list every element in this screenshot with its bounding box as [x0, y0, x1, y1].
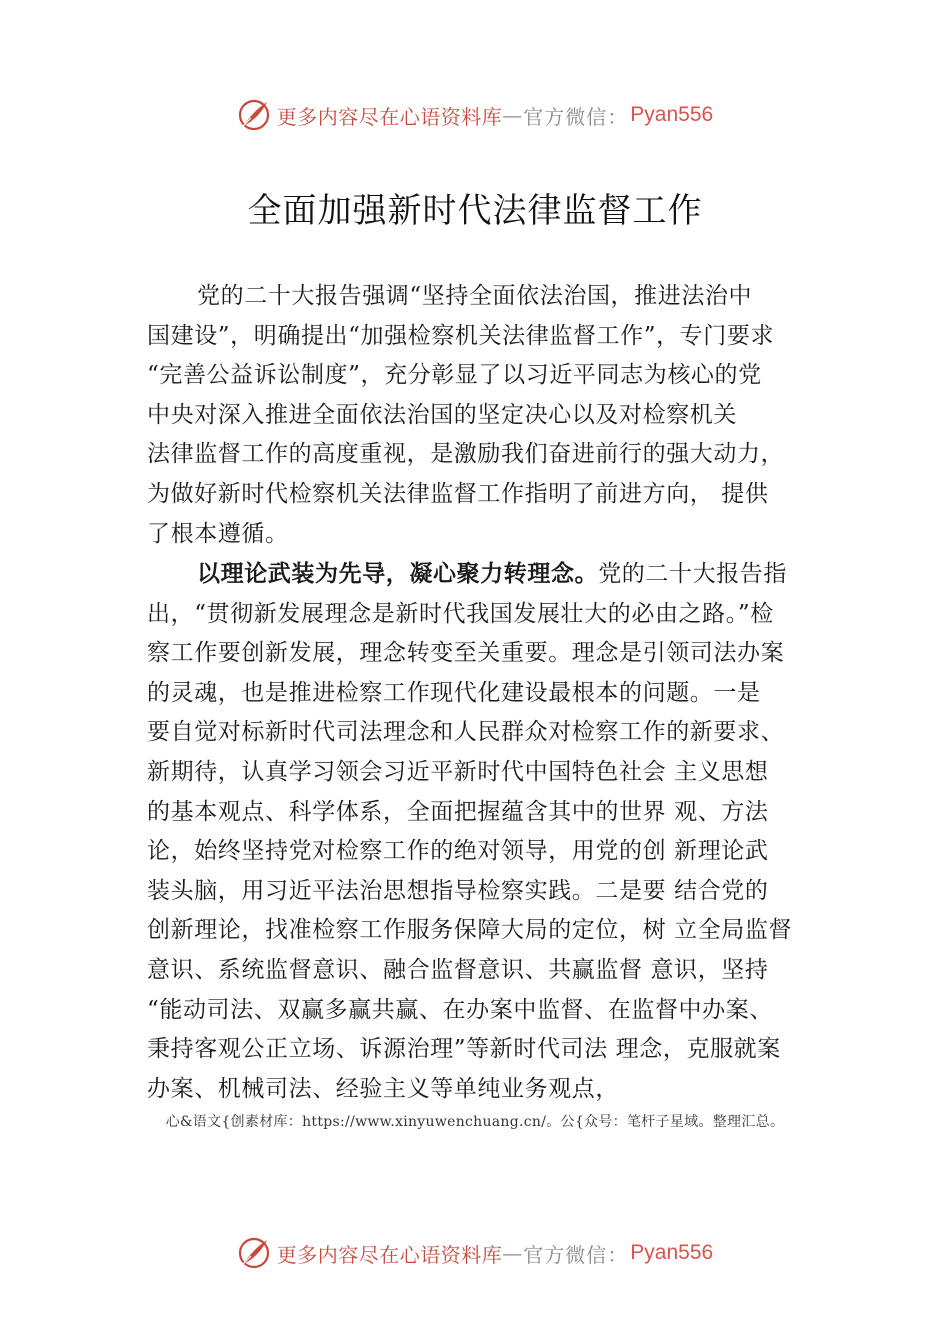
paragraph-line: 中央对深入推进全面依法治国的坚定决心以及对检察机关: [147, 401, 737, 428]
paragraph-line: [147, 554, 847, 595]
paragraph-line: 察工作要创新发展，理念转变至关重要。理念是引领司法办案: [147, 640, 785, 667]
banner-wechat-id: Pyan556: [630, 1241, 714, 1264]
paragraph-line: 秉持客观公正立场、诉源治理”等新时代司法 理念，克服就案: [147, 1036, 781, 1063]
footer-banner: [0, 1233, 950, 1273]
paragraph-first-line-rest: 党的二十大报告指: [598, 561, 788, 587]
paragraph-line: 办案、机械司法、经验主义等单纯业务观点，: [147, 1075, 619, 1102]
source-note: 心&语文{创素材库：https://www.xinyuwenchuang.cn/。公{众号：笔杆子星域。整理汇总。: [165, 1114, 785, 1130]
document-title: 全面加强新时代法律监督工作: [247, 191, 703, 231]
quill-logo-icon: [237, 98, 271, 132]
paragraph-theory: [147, 554, 847, 1109]
paragraph-line: 创新理论，找准检察工作服务保障大局的定位，树 立全局监督: [147, 917, 793, 944]
paragraph-line: 党的二十大报告强调“坚持全面依法治国，推进法治中: [197, 283, 753, 309]
paragraph-line: 的灵魂，也是推进检察工作现代化建设最根本的问题。一是: [147, 679, 761, 706]
paragraph-line: 意识、系统监督意识、融合监督意识、共赢监督 意识，坚持: [147, 956, 769, 983]
banner-site-text: 更多内容尽在心语资料库: [276, 104, 503, 129]
paragraph-line: 要自觉对标新时代司法理念和人民群众对检察工作的新要求、: [147, 719, 785, 746]
paragraph-line: 国建设”，明确提出“加强检察机关法律监督工作”，专门要求: [147, 322, 775, 349]
paragraph-line: 的基本观点、科学体系，全面把握蕴含其中的世界 观、方法: [147, 798, 769, 825]
banner-wechat-label: 官方微信：: [523, 104, 629, 129]
paragraph-line: 了根本遵循。: [147, 520, 289, 547]
paragraph-line: 为做好新时代检察机关法律监督工作指明了前进方向， 提供: [147, 480, 769, 507]
paragraph-line: 装头脑，用习近平法治思想指导检察实践。二是要 结合党的: [147, 877, 769, 904]
quill-logo-icon: [237, 1236, 271, 1270]
header-banner: [0, 95, 950, 135]
paragraph-line: 新期待，认真学习领会习近平新时代中国特色社会 主义思想: [147, 758, 769, 785]
banner-wechat-label: 官方微信：: [523, 1242, 629, 1267]
banner-separator: —: [502, 103, 524, 127]
banner-separator: —: [502, 1241, 524, 1265]
paragraph-line: 法律监督工作的高度重视，是激励我们奋进前行的强大动力，: [147, 441, 785, 468]
paragraph-line: “能动司法、双赢多赢共赢、在办案中监督、在监督中办案、: [147, 996, 773, 1023]
banner-wechat-id: Pyan556: [630, 103, 714, 126]
paragraph-line: “完善公益诉讼制度”，充分彰显了以习近平同志为核心的党: [147, 362, 762, 389]
paragraph-line: 论，始终坚持党对检察工作的绝对领导，用党的创 新理论武: [147, 838, 769, 865]
paragraph-heading: 以理论武装为先导，凝心聚力转理念。: [197, 560, 599, 587]
banner-site-text: 更多内容尽在心语资料库: [276, 1242, 503, 1267]
paragraph-line: 出，“贯彻新发展理念是新时代我国发展壮大的必由之路。”检: [147, 600, 774, 627]
paragraph-intro: [147, 277, 847, 554]
